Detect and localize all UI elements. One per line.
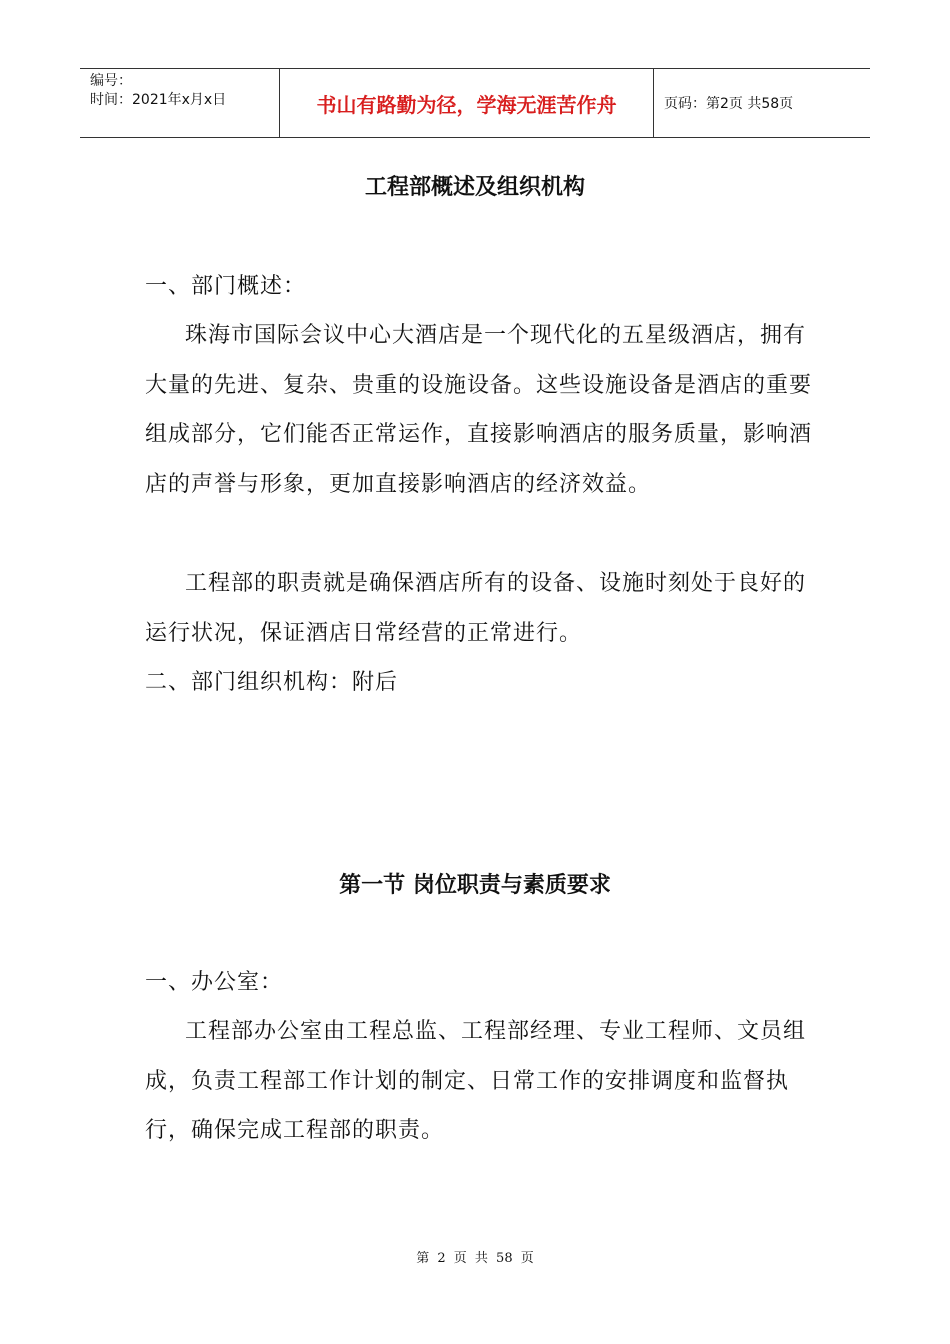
section-heading-organization: 二、部门组织机构：附后 [145,670,399,695]
document-title: 工程部概述及组织机构 [364,175,585,200]
office-paragraph: 工程部办公室由工程总监、工程部经理、专业工程师、文员组成，负责工程部工作计划的制定、日常工作的安排调度和监督执行，确保完成工程部的职责。 [145,1019,807,1143]
section-heading-office: 一、办公室： [145,970,284,995]
page-footer: 第 2 页 共 58 页 [416,1251,534,1266]
document-number-label: 编号： [90,73,132,89]
overview-paragraph-2: 工程部的职责就是确保酒店所有的设备、设施时刻处于良好的运行状况，保证酒店日常经营的正常进行。 [145,571,807,646]
overview-paragraph-1: 珠海市国际会议中心大酒店是一个现代化的五星级酒店，拥有大量的先进、复杂、贵重的设施设备。这些设施设备是酒店的重要组成部分，它们能否正常运作，直接影响酒店的服务质量，影响酒店的声誉与形象，更加直接影响酒店的经济效益。 [145,323,813,497]
header-page-info: 页码：第2页 共58页 [664,96,794,112]
section-title: 第一节 岗位职责与素质要求 [339,873,611,898]
header-motto: 书山有路勤为径，学海无涯苦作舟 [280,69,654,137]
document-date-label: 时间：2021年x月x日 [90,92,227,108]
header-left-cell [80,69,280,137]
header-table [80,68,870,138]
section-heading-overview: 一、部门概述： [145,274,307,299]
